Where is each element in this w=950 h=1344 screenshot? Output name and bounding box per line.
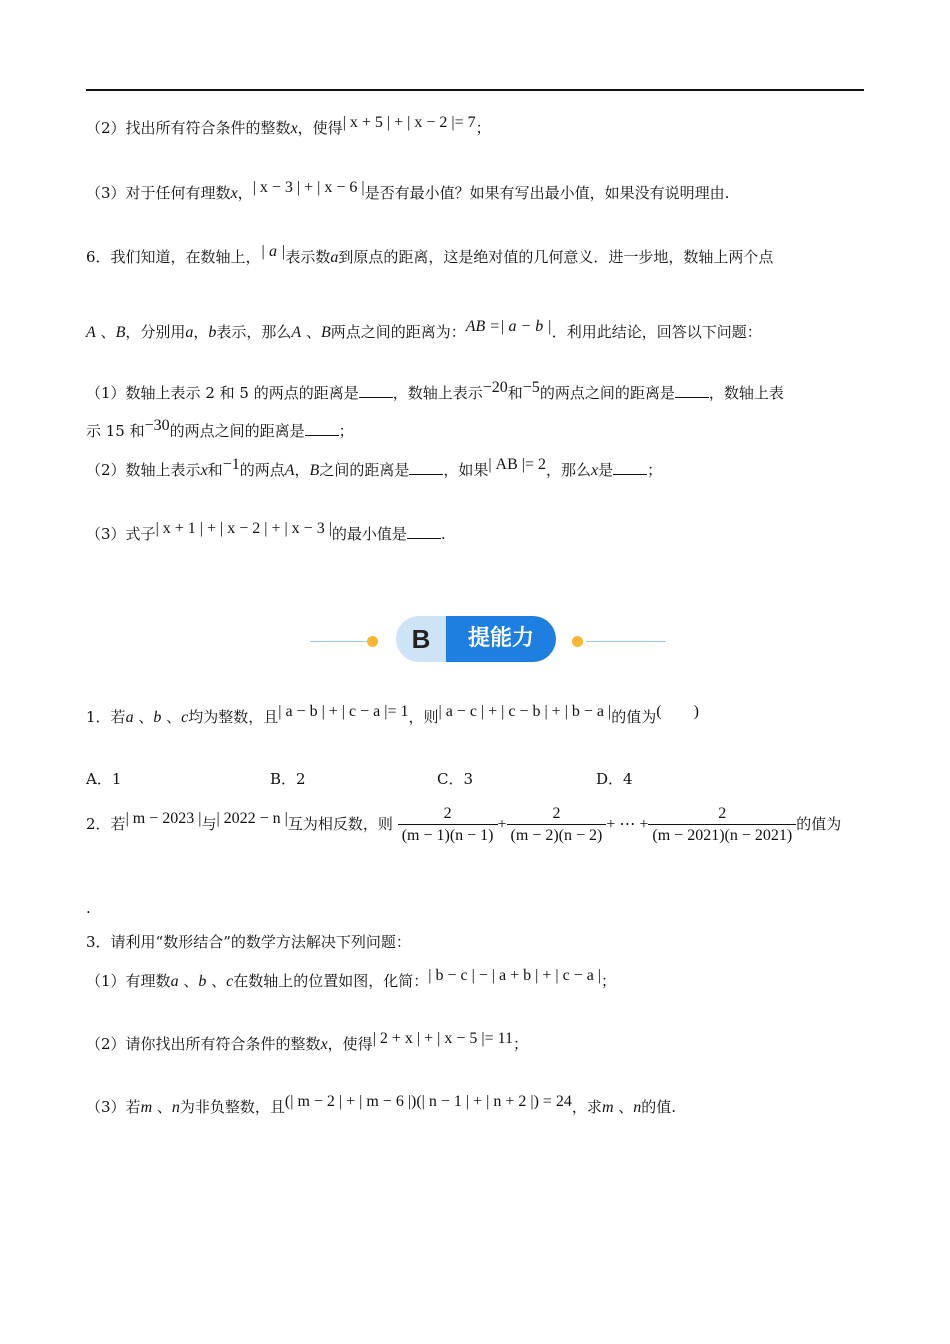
text-segment: ，数轴上表 <box>708 384 784 402</box>
text-segment: 示 15 和 <box>86 422 145 440</box>
text-segment: A <box>86 324 96 341</box>
text-segment: ， <box>294 461 310 479</box>
text-segment: −30 <box>144 417 170 434</box>
text-segment: ，使得 <box>297 119 343 137</box>
text-segment: ，那么 <box>546 461 592 479</box>
text-segment: ； <box>475 119 491 137</box>
math-expression: | b − c | − | a + b | + | c − a | <box>428 967 601 984</box>
text-segment: 、 <box>95 323 116 341</box>
text-segment: 2 <box>398 804 498 825</box>
problem6-part2 <box>86 456 663 481</box>
section-banner <box>310 614 670 664</box>
text-segment: （3） <box>86 184 126 202</box>
option-c[interactable] <box>437 769 473 789</box>
text-segment: 6． <box>86 248 111 266</box>
text-segment: 我们知道，在数轴上， <box>110 248 261 266</box>
text-segment: ， <box>193 323 209 341</box>
section-title: 提能力 <box>467 626 534 651</box>
answer-blank[interactable] <box>675 383 709 398</box>
text-segment: B <box>320 324 331 341</box>
text-segment: B．2 <box>270 770 306 788</box>
text-segment: 请利用“数形结合”的数学方法解决下列问题： <box>110 933 411 951</box>
header-rule <box>86 89 864 91</box>
math-expression: | a − c | + | c − b | + | b − a | <box>438 703 612 720</box>
option-a[interactable] <box>86 769 121 789</box>
text-segment: （3） <box>86 525 126 543</box>
text-segment: 在数轴上的位置如图，化简： <box>233 972 429 990</box>
text-segment: ； <box>601 972 617 990</box>
problem6-line2 <box>86 318 762 343</box>
text-segment: A <box>284 462 295 479</box>
math-expression: (| m − 2 | + | m − 6 |)(| n − 1 | + | n + 2 |) = 24 <box>284 1093 572 1110</box>
text-segment: 、 <box>161 708 182 726</box>
text-segment: a <box>170 973 179 990</box>
question3-part2 <box>86 1030 529 1055</box>
prev-part2 <box>86 114 491 139</box>
text-segment: 的两点之间的距离是 <box>539 384 675 402</box>
text-segment: D．4 <box>596 770 633 788</box>
math-expression: | 2022 − n | <box>216 810 288 827</box>
text-segment: . <box>86 899 91 917</box>
text-segment: a <box>185 324 194 341</box>
text-segment: x <box>591 462 599 479</box>
text-segment: ； <box>647 461 663 479</box>
text-segment: a <box>125 709 134 726</box>
text-segment: 是否有最小值？如果有写出最小值，如果没有说明理由. <box>364 184 730 202</box>
text-segment: 1． <box>86 708 111 726</box>
text-segment: −5 <box>522 379 540 396</box>
text-segment: 与 <box>201 815 217 833</box>
text-segment: x <box>200 462 208 479</box>
text-segment: ， <box>237 184 253 202</box>
text-segment: x <box>230 185 238 202</box>
text-segment: 数轴上表示 <box>125 461 201 479</box>
text-segment: a <box>330 249 339 266</box>
answer-blank[interactable] <box>409 460 443 475</box>
text-segment: B <box>115 324 126 341</box>
text-segment: x <box>320 1036 328 1053</box>
text-segment: 2 <box>507 804 607 825</box>
fraction <box>398 804 498 847</box>
problem6-part1-line2 <box>86 417 354 442</box>
text-segment: 、 <box>133 708 154 726</box>
text-segment: ； <box>338 422 354 440</box>
text-segment: m <box>601 1099 614 1116</box>
text-segment: 和 <box>207 461 223 479</box>
text-segment: 对于任何有理数 <box>125 184 231 202</box>
text-segment: 的两点 <box>239 461 285 479</box>
text-segment: 请你找出所有符合条件的整数 <box>125 1035 321 1053</box>
text-segment: + <box>497 816 507 833</box>
answer-blank[interactable] <box>305 421 339 436</box>
text-segment: 是 <box>598 461 614 479</box>
text-segment: ，如果 <box>443 461 489 479</box>
text-segment: 、 <box>301 323 321 341</box>
text-segment: ，分别用 <box>125 323 186 341</box>
text-segment: . <box>440 525 446 543</box>
text-segment: （2） <box>86 461 126 479</box>
text-segment: c <box>226 973 234 990</box>
text-segment: 和 <box>507 384 523 402</box>
text-segment: A．1 <box>86 770 122 788</box>
text-segment: 的最小值是 <box>331 525 407 543</box>
math-expression: | x + 5 | + | x − 2 |= 7 <box>342 114 476 131</box>
problem6-part3 <box>86 520 446 545</box>
question2 <box>86 802 841 847</box>
text-segment: 的值. <box>641 1098 677 1116</box>
text-segment: 的值为 <box>796 815 842 833</box>
text-segment: 、 <box>178 972 199 990</box>
math-expression: | AB |= 2 <box>488 456 546 473</box>
fraction <box>507 804 607 847</box>
text-segment: 若 <box>110 815 126 833</box>
math-expression: | x + 1 | + | x − 2 | + | x − 3 | <box>155 520 332 537</box>
text-segment: 2 <box>648 804 796 825</box>
answer-blank[interactable] <box>359 383 393 398</box>
text-segment: 若 <box>125 1098 141 1116</box>
math-expression: | x − 3 | + | x − 6 | <box>252 179 365 196</box>
text-segment: ，使得 <box>327 1035 373 1053</box>
banner-dot-right <box>572 636 583 647</box>
math-expression: | 2 + x | + | x − 5 |= 11 <box>372 1030 513 1047</box>
question1 <box>86 703 699 728</box>
text-segment: 为非负整数，且 <box>179 1098 285 1116</box>
text-segment: 、 <box>206 972 227 990</box>
text-segment: C．3 <box>437 770 474 788</box>
text-segment: n <box>171 1099 180 1116</box>
text-segment: （3） <box>86 1098 126 1116</box>
text-segment: （1） <box>86 384 126 402</box>
text-segment: 两点之间的距离为： <box>330 323 466 341</box>
text-segment: 的两点之间的距离是 <box>169 422 305 440</box>
text-segment: 2． <box>86 815 111 833</box>
text-segment: 有理数 <box>125 972 171 990</box>
text-segment: 若 <box>110 708 126 726</box>
math-expression: | a | <box>260 243 286 260</box>
text-segment: ，则 <box>408 708 439 726</box>
problem6-part1-line1 <box>86 379 784 404</box>
text-segment: （2） <box>86 1035 126 1053</box>
text-segment: 的值为 <box>611 708 657 726</box>
text-segment: 到原点的距离，这是绝对值的几何意义．进一步地，数轴上两个点 <box>338 248 774 266</box>
prev-part3 <box>86 179 730 204</box>
answer-blank[interactable] <box>613 460 647 475</box>
option-b[interactable] <box>270 769 306 789</box>
text-segment: (m − 1)(n − 1) <box>401 826 494 844</box>
math-expression: | m − 2023 | <box>125 810 202 827</box>
text-segment: 之间的距离是 <box>319 461 410 479</box>
text-segment: 表示数 <box>285 248 331 266</box>
banner-line-left <box>310 641 370 642</box>
problem6-line1 <box>86 243 774 268</box>
text-segment: 均为整数，且 <box>188 708 279 726</box>
text-segment: 表示，那么 <box>216 323 292 341</box>
text-segment: c <box>181 709 189 726</box>
text-segment: (m − 2)(n − 2) <box>510 826 603 844</box>
text-segment: b <box>198 973 207 990</box>
text-segment: −20 <box>482 379 508 396</box>
option-d[interactable] <box>596 769 633 789</box>
text-segment: + ⋯ + <box>606 816 649 833</box>
text-segment: （2） <box>86 119 126 137</box>
text-segment: ( ) <box>656 703 699 720</box>
answer-blank[interactable] <box>407 524 441 539</box>
banner-line-right <box>586 641 666 642</box>
math-expression: AB =| a − b | <box>465 318 552 335</box>
text-segment: ，数轴上表示 <box>392 384 483 402</box>
text-segment: n <box>633 1099 642 1116</box>
text-segment: −1 <box>222 456 240 473</box>
text-segment: x <box>290 120 298 137</box>
question3-part1 <box>86 967 617 992</box>
text-segment: 式子 <box>125 525 156 543</box>
text-segment: 3． <box>86 933 111 951</box>
text-segment: 找出所有符合条件的整数 <box>125 119 291 137</box>
question3-line1 <box>86 932 411 952</box>
banner-dot-left <box>367 636 378 647</box>
text-segment: 数轴上表示 2 和 5 的两点的距离是 <box>125 384 359 402</box>
text-segment: 互为相反数，则 <box>287 815 393 833</box>
text-segment: A <box>291 324 302 341</box>
text-segment: (m − 2021)(n − 2021) <box>652 826 793 844</box>
text-segment: m <box>140 1099 153 1116</box>
text-segment: ．利用此结论，回答以下问题： <box>551 323 762 341</box>
text-segment: （1） <box>86 972 126 990</box>
text-segment: ； <box>513 1035 529 1053</box>
text-segment: b <box>208 324 217 341</box>
text-segment: 、 <box>152 1098 172 1116</box>
fraction <box>648 804 796 847</box>
question2-period <box>86 898 91 918</box>
text-segment: b <box>153 709 162 726</box>
text-segment: B <box>309 462 320 479</box>
text-segment: ，求 <box>571 1098 602 1116</box>
text-segment: 、 <box>613 1098 634 1116</box>
question3-part3 <box>86 1093 677 1118</box>
section-letter: B <box>411 624 431 654</box>
banner-pill <box>396 616 556 662</box>
math-expression: | a − b | + | c − a |= 1 <box>278 703 409 720</box>
